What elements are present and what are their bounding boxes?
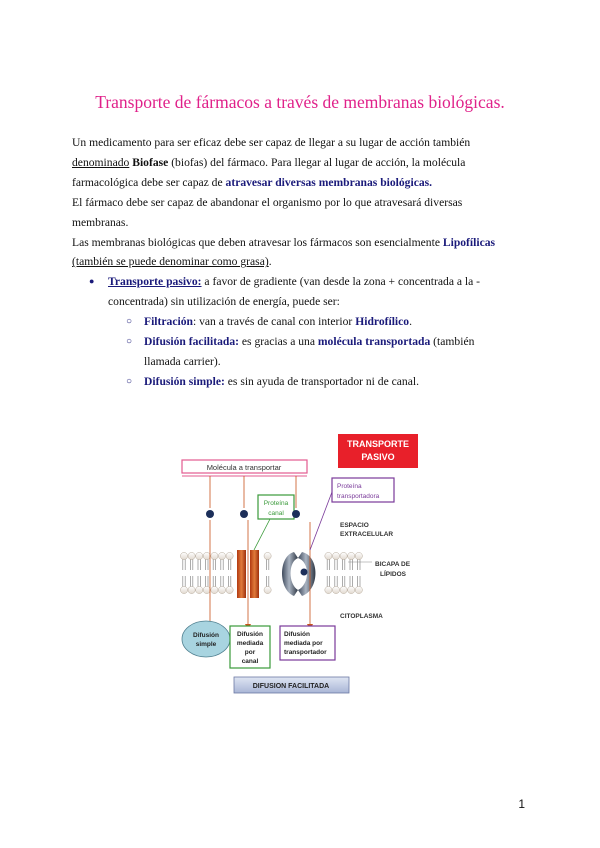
transport-diagram (170, 432, 440, 700)
sub-label: Filtración (144, 315, 193, 329)
bicapa-label-1: BICAPA DE (375, 561, 411, 568)
lipid-head (218, 552, 225, 559)
lipid-head (211, 586, 218, 593)
biofase-term: Biofase (132, 155, 169, 169)
diagram-title-line-2: PASIVO (361, 452, 395, 462)
lipid-head (203, 552, 210, 559)
intro-text: (biofas) del fármaco. Para llegar al lugar de acción, la molécula farmacológica debe ser capaz de (72, 155, 466, 189)
intro-paragraph-3: Las membranas biológicas que deben atravesar los fármacos son esencialmente Lipofílicas (también se puede denominar como grasa). (72, 235, 496, 269)
simple-diffusion-shape (182, 621, 230, 657)
lipid-head (340, 552, 347, 559)
lipid-head (348, 552, 355, 559)
channel-protein-label-2: canal (268, 510, 284, 517)
list-item (72, 272, 512, 391)
lipid-head (180, 552, 187, 559)
list-item (108, 372, 512, 392)
intro-text: Un medicamento para ser eficaz debe ser capaz de llegar a su lugar de acción también (72, 136, 471, 149)
simple-label-1: Difusión (193, 632, 219, 639)
molecule-dot (206, 510, 214, 518)
simple-label-2: simple (195, 641, 217, 648)
page-number: 1 (518, 797, 525, 811)
transp-label-3: transportador (284, 649, 327, 656)
lipofilicas-term: Lipofílicas (442, 235, 496, 249)
lipid-head (348, 586, 355, 593)
canal-label-4: canal (241, 658, 259, 665)
lipid-head (211, 552, 218, 559)
lipid-head (264, 552, 271, 559)
lipid-head (340, 586, 347, 593)
lipid-head (325, 586, 332, 593)
channel-protein-label-1: Proteína (263, 500, 289, 507)
lipid-head (188, 586, 195, 593)
molecule-dot (301, 569, 308, 576)
bullet-text: a favor de gradiente (van desde la zona + concentrada a la - concentrada) sin utilización de energía, puede ser: (108, 275, 481, 309)
sub-label: Difusión simple: (144, 374, 225, 388)
transp-label-2: mediada por (284, 640, 323, 647)
intro-paragraph-2: El fármaco debe ser capaz de abandonar el organismo por lo que atravesará diversas membranas. (72, 195, 463, 229)
bullet-list (72, 272, 512, 391)
highlight-text: atravesar diversas membranas biológicas. (225, 175, 433, 189)
lipid-head (180, 586, 187, 593)
lipid-head (355, 552, 362, 559)
lipid-head (325, 552, 332, 559)
molecule-dot (292, 510, 300, 518)
sub-bold: Hidrofílico (355, 315, 410, 329)
diagram-title-line-1: TRANSPORTE (346, 439, 410, 449)
carrier-protein-label-2: transportadora (337, 493, 380, 500)
lipid-head (226, 552, 233, 559)
canal-label-3: por (244, 649, 256, 656)
lipid-head (355, 586, 362, 593)
citoplasma-label: CITOPLASMA (340, 613, 383, 620)
channel-protein (250, 550, 259, 598)
canal-label-1: Difusión (237, 631, 263, 638)
espacio-label-1: ESPACIO (340, 522, 369, 529)
sub-text: es gracias a una (239, 335, 318, 349)
list-item: ○ Difusión facilitada: es gracias a una molécula transportada (también llamada carrier). (108, 332, 512, 372)
carrier-protein (282, 552, 298, 596)
underlined-term: denominado (72, 155, 130, 169)
molecule-label: Molécula a transportar (206, 463, 282, 472)
sub-list (108, 312, 512, 392)
lipid-head (196, 586, 203, 593)
intro-text: Las membranas biológicas que deben atravesar los fármacos son esencialmente (72, 235, 443, 249)
lipid-head (196, 552, 203, 559)
bicapa-label-2: LÍPIDOS (380, 571, 407, 578)
lipid-head (332, 586, 339, 593)
lipid-head (203, 586, 210, 593)
transp-label-1: Difusión (284, 631, 310, 638)
sub-text: : van a través de canal con interior (192, 315, 356, 329)
lipid-head (218, 586, 225, 593)
molecule-dot (240, 510, 248, 518)
canal-label-2: mediada (236, 640, 264, 647)
sub-label: Difusión facilitada: (144, 335, 240, 349)
sub-text: es sin ayuda de transportador ni de canal. (224, 374, 419, 388)
lipid-bilayer (180, 552, 362, 593)
lipid-head (188, 552, 195, 559)
lipid-head (226, 586, 233, 593)
lipid-head (332, 552, 339, 559)
carrier-protein-label-1: Proteína (337, 483, 362, 490)
bullet-label: Transporte pasivo: (108, 275, 202, 289)
underlined-note: (también se puede denominar como grasa) (72, 255, 269, 269)
document-body (72, 133, 512, 392)
list-item: ○ Filtración: van a través de canal con interior Hidrofílico. (108, 312, 512, 332)
espacio-label-2: EXTRACELULAR (340, 531, 394, 538)
sub-bold: molécula transportada (317, 335, 431, 349)
channel-protein (237, 550, 246, 598)
page-title: Transporte de fármacos a través de membranas biológicas. (95, 92, 505, 112)
lipid-head (264, 586, 271, 593)
footer-label: DIFUSION FACILITADA (252, 683, 330, 690)
intro-paragraph-1 (72, 133, 512, 193)
